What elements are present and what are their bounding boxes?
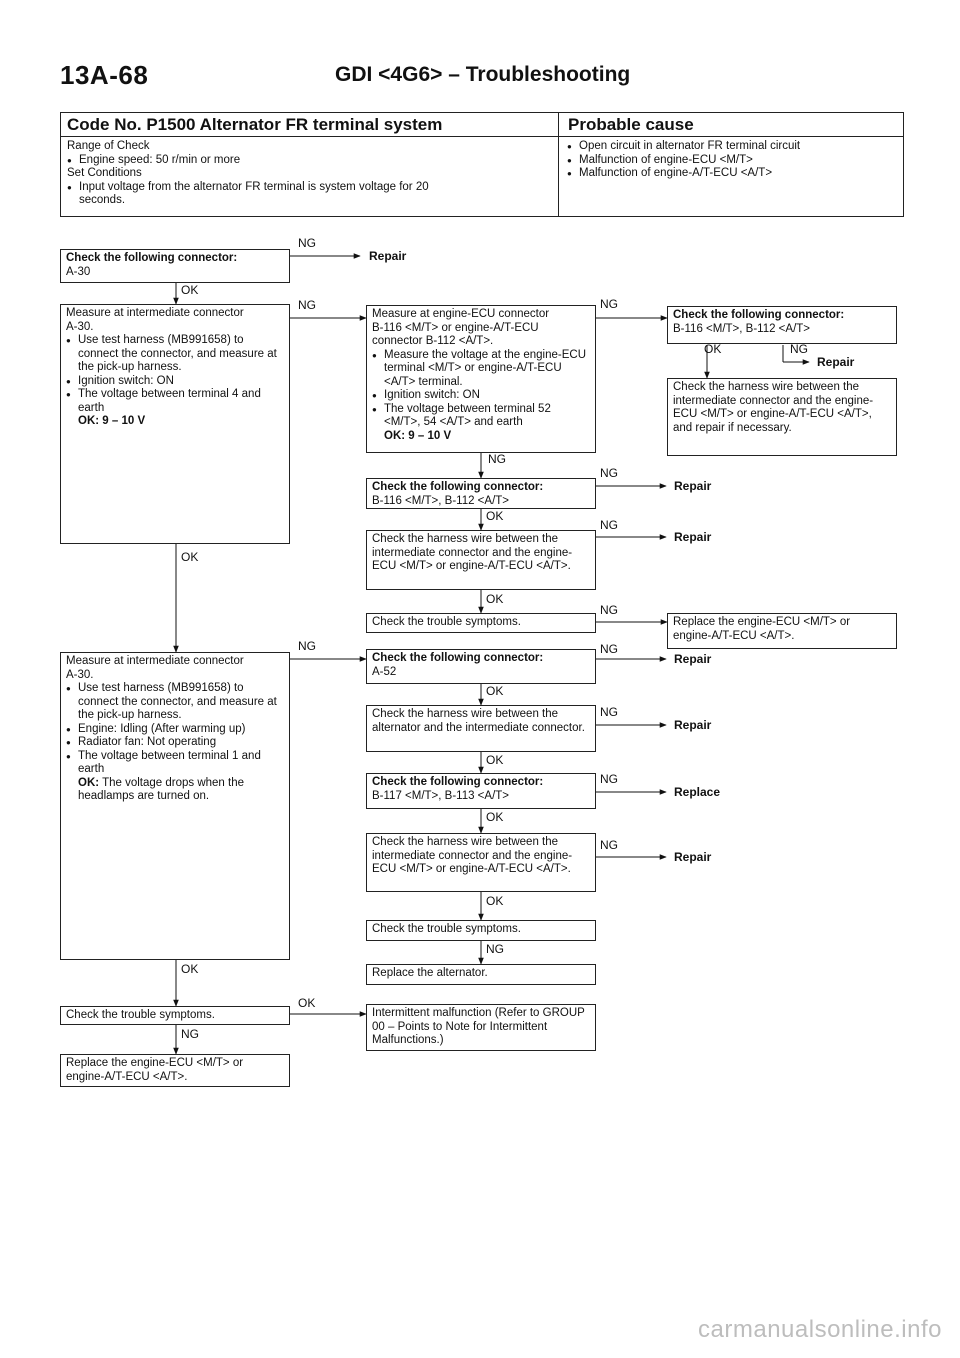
box-line: ● Ignition switch: ON [372, 389, 590, 403]
ok-label: OK [704, 342, 722, 356]
box-line: Check the harness wire between the intermediate connector and the engine-ECU <M/T> or engine-A/T-ECU <A/T>, and repair if necessary. [673, 381, 874, 434]
check-harness-repair-if-necessary-box [667, 378, 897, 456]
box-line: ● The voltage between terminal 4 and earth [66, 388, 284, 415]
repair-result: Repair [674, 718, 712, 732]
repair-result: Repair [674, 652, 712, 666]
box-line: Replace the engine-ECU <M/T> or engine-A/T-ECU <A/T>. [66, 1057, 244, 1083]
watermark: carmanualsonline.info [698, 1316, 942, 1343]
check-connector-b116-b112-top-box [667, 306, 897, 344]
ng-label: NG [298, 298, 316, 312]
box-line: Replace the alternator. [372, 967, 488, 979]
box-line: A-30 [66, 265, 91, 278]
ng-label: NG [600, 642, 618, 656]
table-line: ● Open circuit in alternator FR terminal circuit [567, 140, 897, 154]
table-line: Set Conditions [67, 167, 142, 179]
table-line: ● Malfunction of engine-ECU <M/T> [567, 154, 897, 168]
box-line: Measure at engine-ECU connector [372, 308, 550, 320]
ng-label: NG [790, 342, 808, 356]
measure-engine-ecu-connector-box [366, 305, 596, 453]
box-line: OK: 9 – 10 V [384, 429, 452, 442]
ok-label: OK [486, 684, 504, 698]
box-line: OK: The voltage drops when the headlamps are turned on. [78, 776, 245, 802]
box-line: B-116 <M/T>, B-112 <A/T> [673, 322, 811, 335]
check-harness-alternator-box [366, 705, 596, 752]
box-line: B-116 <M/T>, B-112 <A/T> [372, 494, 510, 507]
ng-label: NG [600, 705, 618, 719]
intermittent-malfunction-box [366, 1004, 596, 1051]
box-line: Measure at intermediate connector [66, 307, 244, 319]
box-line: Check the following connector: [673, 309, 845, 321]
ng-label: NG [298, 639, 316, 653]
replace-engine-ecu-left-box [60, 1054, 290, 1087]
check-trouble-symptoms-box [366, 613, 596, 633]
box-line: Check the following connector: [66, 252, 238, 264]
check-connector-b116-b112-box [366, 478, 596, 509]
box-line: Check the harness wire between the intermediate connector and the engine-ECU <M/T> or engine-A/T-ECU <A/T>. [372, 836, 573, 875]
table-line: ● Malfunction of engine-A/T-ECU <A/T> [567, 167, 897, 181]
repair-result: Repair [674, 850, 712, 864]
box-line: B-117 <M/T>, B-113 <A/T> [372, 789, 510, 802]
measure-intermediate-connector-terminal1-box [60, 652, 290, 960]
ng-label: NG [600, 603, 618, 617]
code-table-right-header: Probable cause [568, 115, 694, 134]
box-line: Check the following connector: [372, 481, 544, 493]
ok-label: OK [181, 550, 199, 564]
page-number: 13A-68 [60, 60, 149, 90]
box-line: ● Use test harness (MB991658) to connect the connector, and measure at the pick-up harness. [66, 682, 284, 723]
box-line: ● Use test harness (MB991658) to connect the connector, and measure at the pick-up harness. [66, 334, 284, 375]
ok-label: OK [298, 996, 316, 1010]
ng-label: NG [181, 1027, 199, 1041]
check-harness-intermediate-ecu-box [366, 530, 596, 590]
ok-label: OK [486, 509, 504, 523]
table-line: ● Input voltage from the alternator FR terminal is system voltage for 20 [67, 181, 547, 195]
box-line: Check the trouble symptoms. [66, 1009, 215, 1021]
ok-label: OK [181, 962, 199, 976]
check-trouble-symptoms-lower-box [366, 920, 596, 941]
ng-label: NG [600, 297, 618, 311]
measure-intermediate-connector-terminal4-box [60, 304, 290, 544]
ng-label: NG [600, 466, 618, 480]
code-table-left-header: Code No. P1500 Alternator FR terminal system [67, 115, 443, 134]
box-line: Intermittent malfunction (Refer to GROUP 00 – Points to Note for Intermittent Malfunctions.) [372, 1007, 585, 1046]
check-connector-a30-box [60, 249, 290, 283]
ng-label: NG [600, 772, 618, 786]
box-line: ● Radiator fan: Not operating [66, 736, 284, 750]
table-line: ● Engine speed: 50 r/min or more [67, 154, 547, 168]
box-line: Replace the engine-ECU <M/T> or engine-A/T-ECU <A/T>. [673, 616, 851, 642]
page-title: GDI <4G6> – Troubleshooting [335, 63, 631, 86]
box-line: Check the trouble symptoms. [372, 616, 521, 628]
box-line: connector B-112 <A/T>. [372, 335, 494, 347]
box-line: Check the trouble symptoms. [372, 923, 521, 935]
check-harness-intermediate-ecu-lower-box [366, 833, 596, 892]
box-line: Check the following connector: [372, 776, 544, 788]
repair-result: Repair [674, 530, 712, 544]
replace-engine-ecu-right-box [667, 613, 897, 649]
box-line: A-30. [66, 320, 94, 333]
ng-label: NG [298, 236, 316, 250]
box-line: Check the harness wire between the alternator and the intermediate connector. [372, 708, 585, 734]
repair-result: Repair [674, 479, 712, 493]
box-line: Check the harness wire between the intermediate connector and the engine-ECU <M/T> or engine-A/T-ECU <A/T>. [372, 533, 573, 572]
ng-label: NG [600, 518, 618, 532]
repair-result: Repair [817, 355, 855, 369]
ok-label: OK [486, 894, 504, 908]
box-line: Measure at intermediate connector [66, 655, 244, 667]
box-line: ● The voltage between terminal 52 <M/T>, 54 <A/T> and earth [372, 403, 590, 430]
box-line: ● Engine: Idling (After warming up) [66, 723, 284, 737]
box-line: ● The voltage between terminal 1 and earth [66, 750, 284, 777]
replace-alternator-box [366, 964, 596, 985]
ng-label: NG [600, 838, 618, 852]
table-line: seconds. [79, 194, 126, 206]
box-line: OK: 9 – 10 V [78, 415, 146, 427]
ok-label: OK [486, 753, 504, 767]
replace-result: Replace [674, 785, 721, 799]
check-connector-a52-box [366, 649, 596, 684]
box-line: A-30. [66, 668, 94, 681]
box-line: B-116 <M/T> or engine-A/T-ECU [372, 321, 539, 334]
ng-label: NG [488, 452, 506, 466]
box-line: A-52 [372, 665, 397, 678]
table-line: Range of Check [67, 140, 150, 152]
ok-label: OK [486, 592, 504, 606]
box-line: ● Ignition switch: ON [66, 375, 284, 389]
ok-label: OK [486, 810, 504, 824]
box-line: Check the following connector: [372, 652, 544, 664]
repair-result: Repair [369, 249, 407, 263]
box-line: ● Measure the voltage at the engine-ECU terminal <M/T> or engine-A/T-ECU <A/T> terminal. [372, 349, 590, 390]
ok-label: OK [181, 283, 199, 297]
check-connector-b117-b113-box [366, 773, 596, 809]
ng-label: NG [486, 942, 504, 956]
check-trouble-symptoms-left-box [60, 1006, 290, 1025]
